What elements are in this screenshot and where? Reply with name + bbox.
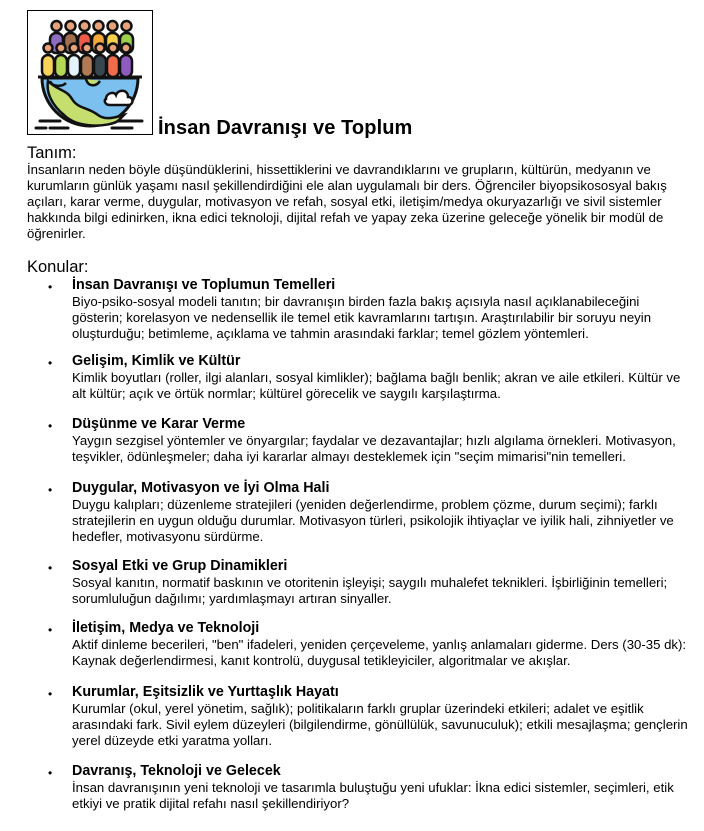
topic-title: Duygular, Motivasyon ve İyi Olma Hali — [72, 480, 330, 496]
topic-title: Kurumlar, Eşitsizlik ve Yurttaşlık Hayatı — [72, 684, 339, 700]
definition-text: İnsanların neden böyle düşündüklerini, hissettiklerini ve davrandıklarını ve grupların, kültürün, medyanın ve kurumların günlük yaşamı nasıl şekillendirdiğini ele alan uygulamalı bir ders. Öğrenciler biyopsikososyal bakış açıları, karar verme, duygular, motivasyon ve refah, sosyal etki, iletişim/medya okuryazarlığı ve sivil sistemler hakkında bilgi edinirken, ikna edici teknoloji, dijital refah ve yapay zeka üzerine geleceğe yönelik bir modül de öğrenirler. — [27, 162, 667, 241]
bullet: • — [48, 356, 53, 370]
topic-description: Sosyal kanıtın, normatif baskının ve otoritenin işleyişi; saygılı muhalefet teknikleri. İşbirliğinin temelleri; sorumluluğun dağılımı; yardımlaşmayı artıran sinyaller. — [72, 575, 668, 606]
bullet: • — [48, 419, 53, 433]
topic-description: Yaygın sezgisel yöntemler ve önyargılar; faydalar ve dezavantajlar; hızlı algılama örnekleri. Motivasyon, teşvikler, ödünleşmeler; daha iyi kararlar almayı desteklemek için "seçim mimarisi"nin temelleri. — [72, 433, 676, 464]
topic-title: Davranış, Teknoloji ve Gelecek — [72, 763, 281, 779]
bullet: • — [48, 623, 53, 637]
header — [27, 10, 413, 139]
topic-description: Biyo-psiko-sosyal modeli tanıtın; bir davranışın birden fazla bakış açısıyla nasıl açıklanabileceğini gösterin; korelasyon ve nedensellik ile temel etik kavramlarını tartışın. Araştırılabilir bir soruyu neyin oluşturduğu; betimleme, açıklama ve tahmin arasındaki farklar; temel gözlem yöntemleri. — [72, 294, 652, 341]
page-title: İnsan Davranışı ve Toplum — [158, 117, 413, 139]
topics-label: Konular: — [27, 258, 89, 276]
topic-description: Kurumlar (okul, yerel yönetim, sağlık); politikaların farklı gruplar üzerindeki etkileri; adalet ve eşitlik arasındaki fark. Sivil eylem düzeyleri (bilgilendirme, gönüllülük, savunuculuk); etkili mesajlaşma; gençlerin yerel düzeyde etki yaratma yolları. — [72, 701, 688, 748]
topic-description: Kimlik boyutları (roller, ilgi alanları, sosyal kimlikler); bağlama bağlı benlik; akran ve aile etkileri. Kültür ve alt kültür; açık ve örtük normlar; kültürel görecelik ve saygılı karşılaştırma. — [72, 370, 681, 401]
topic-title: İletişim, Medya ve Teknoloji — [72, 620, 260, 636]
bullet: • — [48, 483, 53, 497]
topic-description: İnsan davranışının yeni teknoloji ve tasarımla buluştuğu yeni ufuklar: İkna edici sistemler, seçimleri, etik etkiyi ve pratik dijital refahı nasıl şekillendiriyor? — [72, 780, 674, 811]
topic-title: Sosyal Etki ve Grup Dinamikleri — [72, 558, 288, 574]
bullet: • — [48, 766, 53, 780]
topic-title: İnsan Davranışı ve Toplumun Temelleri — [72, 277, 336, 293]
bullet: • — [48, 280, 53, 294]
topic-title: Düşünme ve Karar Verme — [72, 416, 246, 432]
people-on-globe-icon — [27, 10, 153, 135]
bullet: • — [48, 561, 53, 575]
bullet: • — [48, 687, 53, 701]
topic-description: Duygu kalıpları; düzenleme stratejileri (yeniden değerlendirme, problem çözme, durum seçimi); farklı stratejilerin en uygun olduğu durumlar. Motivasyon türleri, psikolojik ihtiyaçlar ve iyilik hali, zihniyetler ve hedefler, motivasyonu sürdürme. — [72, 497, 674, 544]
definition-label: Tanım: — [27, 144, 77, 162]
topic-description: Aktif dinleme becerileri, "ben" ifadeleri, yeniden çerçeveleme, yanlış anlamaları giderme. Ders (30-35 dk): Kaynak değerlendirmesi, kanıt kontrolü, duygusal tetikleyiciler, algoritmalar ve akışlar. — [72, 637, 687, 668]
topic-title: Gelişim, Kimlik ve Kültür — [72, 353, 241, 369]
